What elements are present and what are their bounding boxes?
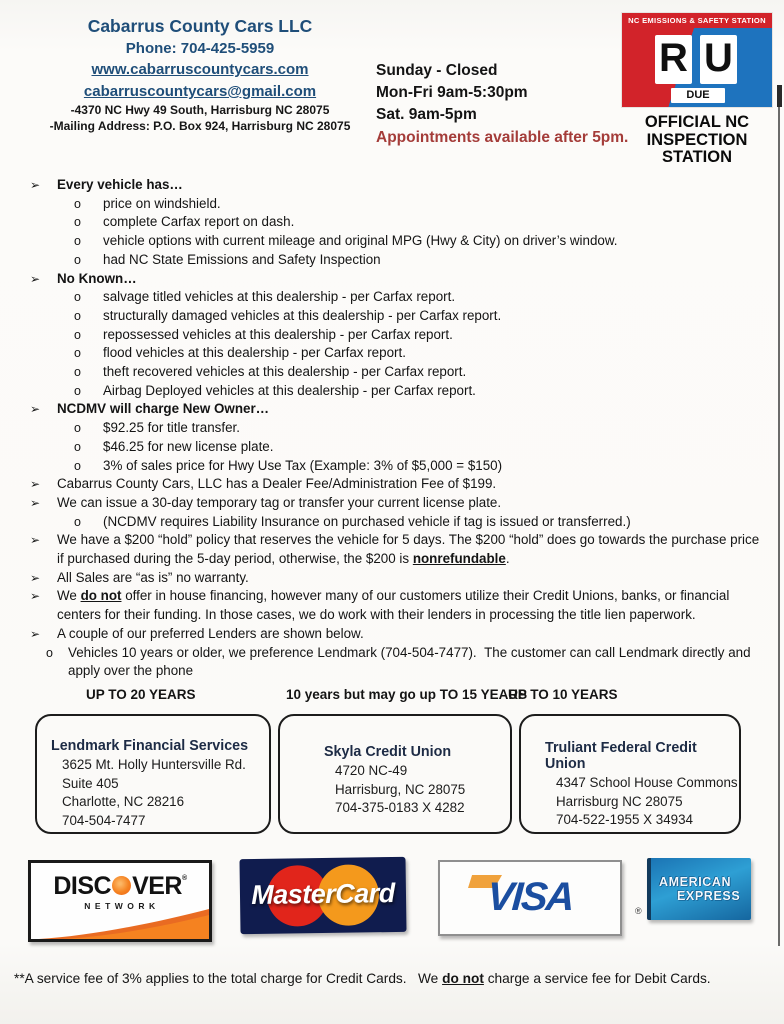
column-header: UP TO 10 YEARS	[508, 687, 618, 702]
list-item: o $92.25 for title transfer.	[0, 419, 782, 438]
list-item: o had NC State Emissions and Safety Inspection	[0, 251, 782, 270]
inspection-logo-icon	[622, 13, 772, 107]
circle-bullet-icon: o	[74, 234, 81, 249]
circle-bullet-icon: o	[46, 645, 53, 660]
circle-bullet-icon: o	[74, 514, 81, 529]
list-item: o Airbag Deployed vehicles at this dealership - per Carfax report.	[0, 382, 782, 401]
list-item: ➢ Cabarrus County Cars, LLC has a Dealer Fee/Administration Fee of $199.	[0, 475, 782, 494]
list-item: ➢ A couple of our preferred Lenders are shown below.	[0, 625, 782, 644]
lender-boxes	[35, 714, 741, 834]
list-item: o theft recovered vehicles at this dealership - per Carfax report.	[0, 363, 782, 382]
list-item: ➢ We have a $200 “hold” policy that reserves the vehicle for 5 days. The $200 “hold” does go towards the purchase price if purchased during the 5-day period, otherwise, the $200 is nonrefundable.	[30, 532, 760, 567]
circle-bullet-icon: o	[74, 346, 81, 361]
list-item: o complete Carfax report on dash.	[0, 213, 782, 232]
discover-wordmark: DISC VER®	[53, 872, 187, 900]
business-hours	[376, 60, 628, 149]
section-title: ➢ Every vehicle has…	[0, 176, 782, 195]
nc-inspection-station	[616, 13, 778, 167]
arrow-bullet-icon: ➢	[30, 477, 41, 492]
arrow-bullet-icon: ➢	[30, 178, 41, 192]
section-title: ➢ No Known…	[0, 270, 782, 289]
business-info	[34, 16, 366, 133]
list-item: ➢ We do not offer in house financing, however many of our customers utilize their Credit Unions, banks, or financial centers for their funding. In those cases, we do work with their lenders in processing the title lien paperwork.	[30, 588, 730, 623]
list-item: o repossessed vehicles at this dealership - per Carfax report.	[0, 326, 782, 345]
circle-bullet-icon: o	[74, 215, 81, 230]
list-item: o Vehicles 10 years or older, we preference Lendmark (704-504-7477). The customer can call Lendmark directly and apply over the phone	[46, 644, 751, 679]
letter-r-box: R	[655, 35, 692, 84]
street-address: -4370 NC Hwy 49 South, Harrisburg NC 28075	[70, 103, 330, 117]
circle-bullet-icon: o	[74, 308, 81, 323]
amex-wordmark: EXPRESS	[677, 889, 741, 903]
hours-saturday: Sat. 9am-5pm	[376, 106, 477, 123]
inspection-caption: OFFICIAL NC INSPECTION STATION	[644, 113, 750, 166]
website-link[interactable]: www.cabarruscountycars.com	[91, 61, 309, 78]
list-item: o (NCDMV requires Liability Insurance on purchased vehicle if tag is issued or transferred.)	[0, 513, 782, 532]
section-title: ➢ NCDMV will charge New Owner…	[0, 400, 782, 419]
service-fee-note: **A service fee of 3% applies to the total charge for Credit Cards. We do not charge a service fee for Debit Cards.	[14, 971, 711, 986]
mastercard-logo	[239, 857, 406, 934]
lender-name: Skyla Credit Union	[324, 744, 452, 760]
lender-column-headers	[0, 687, 784, 707]
visa-wordmark: VISA	[485, 875, 575, 919]
list-item: o salvage titled vehicles at this dealership - per Carfax report.	[0, 288, 782, 307]
inspection-banner: NC EMISSIONS & SAFETY STATION	[622, 13, 772, 28]
circle-bullet-icon: o	[74, 327, 81, 342]
company-name: Cabarrus County Cars LLC	[87, 16, 313, 36]
arrow-bullet-icon: ➢	[30, 402, 41, 417]
lender-name: Truliant Federal Credit Union	[545, 740, 697, 772]
letter-u-box: U	[700, 35, 737, 84]
visa-logo	[438, 860, 622, 936]
list-item: o 3% of sales price for Hwy Use Tax (Example: 3% of $5,000 = $150)	[0, 457, 782, 476]
arrow-bullet-icon: ➢	[30, 271, 41, 286]
arrow-bullet-icon: ➢	[30, 570, 41, 585]
discover-network-label: NETWORK	[84, 901, 160, 911]
arrow-bullet-icon: ➢	[30, 589, 41, 604]
circle-bullet-icon: o	[74, 383, 81, 398]
column-header: 10 years but may go up TO 15 YEARS	[286, 687, 528, 702]
circle-bullet-icon: o	[74, 365, 81, 380]
list-item: o price on windshield.	[0, 195, 782, 214]
lender-name: Lendmark Financial Services	[51, 738, 249, 754]
discover-logo	[28, 860, 212, 942]
circle-bullet-icon: o	[74, 439, 81, 454]
info-list	[0, 176, 782, 681]
mailing-address: -Mailing Address: P.O. Box 924, Harrisburg NC 28075	[49, 119, 351, 133]
lender-box-truliant: Truliant Federal Credit Union 4347 School House Commons Harrisburg NC 28075 704-522-1955 X 34934	[519, 714, 741, 834]
amex-logo	[635, 858, 751, 920]
arrow-bullet-icon: ➢	[30, 533, 41, 548]
company-phone: Phone: 704-425-5959	[125, 40, 275, 57]
list-item: o $46.25 for new license plate.	[0, 438, 782, 457]
list-item: o structurally damaged vehicles at this dealership - per Carfax report.	[0, 307, 782, 326]
column-header: UP TO 20 YEARS	[86, 687, 196, 702]
circle-bullet-icon: o	[74, 196, 81, 211]
due-label: DUE	[671, 88, 725, 103]
registered-mark: ®	[635, 906, 642, 916]
mastercard-wordmark: MasterCard	[250, 877, 395, 911]
payment-logos	[0, 856, 784, 956]
amex-wordmark: AMERICAN	[659, 875, 732, 889]
inspection-logo-body	[622, 28, 772, 107]
hours-weekday: Mon-Fri 9am-5:30pm	[376, 84, 528, 101]
discover-swoosh-icon	[31, 909, 209, 939]
circle-bullet-icon: o	[74, 421, 81, 436]
list-item: o vehicle options with current mileage and original MPG (Hwy & City) on driver’s window.	[0, 232, 782, 251]
list-item: o flood vehicles at this dealership - per Carfax report.	[0, 344, 782, 363]
arrow-bullet-icon: ➢	[30, 626, 41, 641]
list-item: ➢ All Sales are “as is” no warranty.	[0, 569, 782, 588]
scan-edge-artifact	[778, 86, 780, 946]
appointments-note: Appointments available after 5pm.	[376, 129, 629, 146]
arrow-bullet-icon: ➢	[30, 495, 41, 510]
hours-sunday: Sunday - Closed	[376, 62, 498, 79]
circle-bullet-icon: o	[74, 290, 81, 305]
lender-box-skyla: Skyla Credit Union 4720 NC-49 Harrisburg, NC 28075 704-375-0183 X 4282	[278, 714, 512, 834]
lender-box-lendmark: Lendmark Financial Services 3625 Mt. Holly Huntersville Rd. Suite 405 Charlotte, NC 28216 704-504-7477	[35, 714, 271, 834]
list-item: ➢ We can issue a 30-day temporary tag or transfer your current license plate.	[0, 494, 782, 513]
email-link[interactable]: cabarruscountycars@gmail.com	[83, 83, 317, 100]
scan-notch-artifact	[777, 85, 782, 107]
circle-bullet-icon: o	[74, 252, 81, 267]
discover-o-disc-icon	[112, 876, 131, 895]
circle-bullet-icon: o	[74, 458, 81, 473]
